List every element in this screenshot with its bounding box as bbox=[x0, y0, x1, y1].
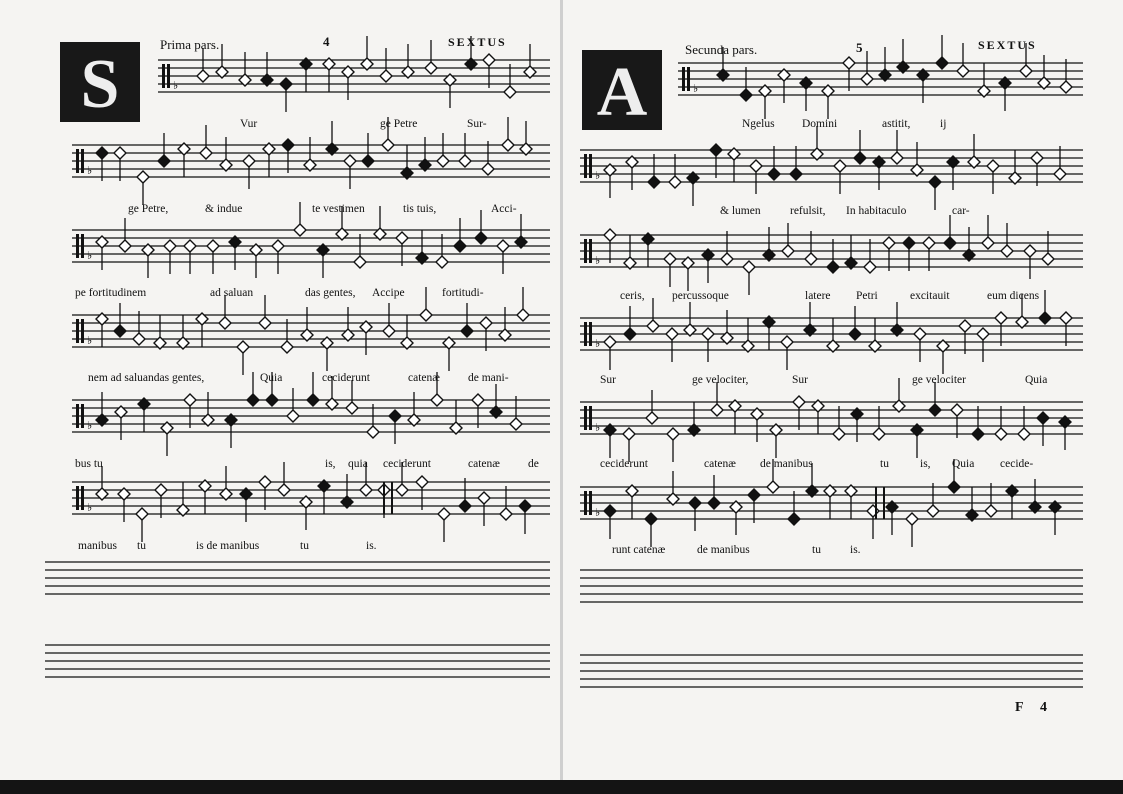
clef bbox=[76, 486, 79, 510]
note bbox=[504, 86, 516, 98]
note bbox=[667, 428, 679, 440]
note bbox=[184, 394, 196, 406]
clef bbox=[589, 154, 592, 178]
note bbox=[382, 139, 394, 151]
note bbox=[624, 328, 636, 340]
lyric: ge Petre, bbox=[128, 203, 169, 215]
note bbox=[137, 171, 149, 183]
note bbox=[710, 144, 722, 156]
lyric: Petri bbox=[856, 290, 878, 302]
note bbox=[1060, 81, 1072, 93]
note bbox=[497, 240, 509, 252]
note bbox=[645, 513, 657, 525]
note bbox=[708, 497, 720, 509]
clef bbox=[589, 491, 592, 515]
lyric: ij bbox=[940, 118, 947, 130]
note bbox=[1042, 253, 1054, 265]
note bbox=[666, 328, 678, 340]
note bbox=[281, 341, 293, 353]
note bbox=[517, 309, 529, 321]
note bbox=[1060, 312, 1072, 324]
note bbox=[389, 410, 401, 422]
note bbox=[367, 426, 379, 438]
note bbox=[702, 328, 714, 340]
clef bbox=[589, 239, 592, 263]
note bbox=[454, 240, 466, 252]
lyric: bus tu bbox=[75, 458, 103, 470]
note bbox=[861, 73, 873, 85]
clef bbox=[584, 154, 587, 178]
note bbox=[793, 396, 805, 408]
note bbox=[133, 333, 145, 345]
note bbox=[843, 57, 855, 69]
note bbox=[438, 508, 450, 520]
note bbox=[287, 410, 299, 422]
note bbox=[362, 155, 374, 167]
note bbox=[1031, 152, 1043, 164]
lyric: te vestimen bbox=[312, 203, 365, 215]
note bbox=[475, 232, 487, 244]
note bbox=[272, 240, 284, 252]
note bbox=[927, 505, 939, 517]
note bbox=[280, 78, 292, 90]
clef bbox=[81, 404, 84, 428]
note bbox=[482, 163, 494, 175]
lyric: is. bbox=[850, 544, 861, 556]
note bbox=[1020, 65, 1032, 77]
lyric: Ngelus bbox=[742, 118, 775, 130]
note bbox=[158, 155, 170, 167]
note bbox=[903, 237, 915, 249]
lyric: Sur bbox=[792, 374, 808, 386]
note bbox=[788, 513, 800, 525]
lyric: car- bbox=[952, 205, 970, 217]
note bbox=[483, 54, 495, 66]
lyric: & lumen bbox=[720, 205, 761, 217]
lyric: Quia bbox=[260, 372, 283, 384]
lyric: de bbox=[528, 458, 539, 470]
note bbox=[664, 253, 676, 265]
note bbox=[346, 402, 358, 414]
note bbox=[119, 240, 131, 252]
note bbox=[420, 309, 432, 321]
signature-mark: F bbox=[1015, 700, 1024, 715]
flat-sign: ♭ bbox=[693, 81, 699, 95]
lyric: percussoque bbox=[672, 290, 729, 302]
lyric: tu bbox=[137, 540, 146, 552]
note bbox=[200, 147, 212, 159]
lyric: de manibus bbox=[760, 458, 813, 470]
note bbox=[750, 160, 762, 172]
note bbox=[1001, 245, 1013, 257]
note bbox=[977, 328, 989, 340]
note bbox=[197, 70, 209, 82]
note bbox=[906, 513, 918, 525]
lyric: Acci- bbox=[491, 203, 517, 215]
note bbox=[767, 481, 779, 493]
lyric: ceciderunt bbox=[322, 372, 370, 384]
note bbox=[478, 492, 490, 504]
note bbox=[247, 394, 259, 406]
flat-sign: ♭ bbox=[595, 253, 601, 267]
note bbox=[383, 325, 395, 337]
lyric: Quia bbox=[1025, 374, 1048, 386]
note bbox=[259, 317, 271, 329]
lyric: de mani- bbox=[468, 372, 509, 384]
lyric: fortitudi- bbox=[442, 287, 484, 299]
flat-sign: ♭ bbox=[595, 168, 601, 182]
note bbox=[461, 325, 473, 337]
note bbox=[995, 312, 1007, 324]
note bbox=[883, 237, 895, 249]
lyric: ge Petre bbox=[380, 118, 418, 130]
note bbox=[1018, 428, 1030, 440]
lyric: ge velociter bbox=[912, 374, 966, 386]
note bbox=[929, 176, 941, 188]
note bbox=[278, 484, 290, 496]
note bbox=[782, 245, 794, 257]
note bbox=[360, 484, 372, 496]
note bbox=[237, 341, 249, 353]
note bbox=[891, 152, 903, 164]
note bbox=[436, 256, 448, 268]
note bbox=[914, 328, 926, 340]
note bbox=[805, 253, 817, 265]
note bbox=[790, 168, 802, 180]
flat-sign: ♭ bbox=[173, 78, 179, 92]
note bbox=[873, 428, 885, 440]
note bbox=[510, 418, 522, 430]
note bbox=[854, 152, 866, 164]
lyric: ceciderunt bbox=[600, 458, 648, 470]
clef bbox=[81, 486, 84, 510]
note bbox=[740, 89, 752, 101]
note bbox=[243, 155, 255, 167]
note bbox=[437, 155, 449, 167]
lyric: ad saluan bbox=[210, 287, 254, 299]
note bbox=[155, 484, 167, 496]
lyric: & indue bbox=[205, 203, 243, 215]
lyric: Domini bbox=[802, 118, 838, 130]
part-label: Prima pars. bbox=[160, 37, 220, 52]
note bbox=[669, 176, 681, 188]
note bbox=[259, 476, 271, 488]
note bbox=[781, 336, 793, 348]
clef bbox=[682, 67, 685, 91]
lyric: tu bbox=[300, 540, 309, 552]
flat-sign: ♭ bbox=[87, 418, 93, 432]
note bbox=[396, 484, 408, 496]
clef bbox=[81, 319, 84, 343]
initial-letter: S bbox=[80, 46, 120, 123]
lyric: ge velociter, bbox=[692, 374, 749, 386]
lyric: is de manibus bbox=[196, 540, 260, 552]
part-label: Secunda pars. bbox=[685, 42, 758, 57]
lyric: excitauit bbox=[910, 290, 950, 302]
clef bbox=[584, 239, 587, 263]
clef bbox=[167, 64, 170, 88]
lyric: Vur bbox=[240, 118, 258, 130]
note bbox=[721, 253, 733, 265]
lyric: catenæ bbox=[468, 458, 500, 470]
clef bbox=[687, 67, 690, 91]
lyric: das gentes, bbox=[305, 287, 356, 299]
note bbox=[164, 240, 176, 252]
clef bbox=[76, 319, 79, 343]
note bbox=[416, 476, 428, 488]
note bbox=[957, 65, 969, 77]
lyric: manibus bbox=[78, 540, 117, 552]
note bbox=[743, 261, 755, 273]
lyric: Quia bbox=[952, 458, 975, 470]
note bbox=[472, 394, 484, 406]
clef bbox=[81, 149, 84, 173]
note bbox=[929, 404, 941, 416]
note bbox=[604, 336, 616, 348]
lyric: Sur bbox=[600, 374, 616, 386]
note bbox=[114, 325, 126, 337]
note bbox=[834, 160, 846, 172]
clef bbox=[76, 149, 79, 173]
note bbox=[354, 256, 366, 268]
note bbox=[502, 139, 514, 151]
flat-sign: ♭ bbox=[595, 336, 601, 350]
clef bbox=[76, 234, 79, 258]
note bbox=[459, 500, 471, 512]
flat-sign: ♭ bbox=[595, 420, 601, 434]
flat-sign: ♭ bbox=[87, 248, 93, 262]
lyric: runt catenæ bbox=[612, 544, 666, 556]
note bbox=[972, 428, 984, 440]
note bbox=[380, 70, 392, 82]
note bbox=[982, 237, 994, 249]
clef bbox=[589, 322, 592, 346]
note bbox=[1039, 312, 1051, 324]
voice-label: SEXTUS bbox=[978, 38, 1037, 52]
note bbox=[1054, 168, 1066, 180]
note bbox=[96, 147, 108, 159]
note bbox=[647, 320, 659, 332]
lyric: ceciderunt bbox=[383, 458, 431, 470]
note bbox=[849, 328, 861, 340]
flat-sign: ♭ bbox=[87, 163, 93, 177]
note bbox=[623, 428, 635, 440]
note bbox=[114, 147, 126, 159]
note bbox=[646, 412, 658, 424]
note bbox=[344, 155, 356, 167]
note bbox=[864, 261, 876, 273]
lyric: Sur- bbox=[467, 118, 487, 130]
lyric: de manibus bbox=[697, 544, 750, 556]
note bbox=[951, 404, 963, 416]
lyric: In habitaculo bbox=[846, 205, 907, 217]
lyric: tu bbox=[812, 544, 821, 556]
note bbox=[207, 240, 219, 252]
clef bbox=[76, 404, 79, 428]
lyric: is. bbox=[366, 540, 377, 552]
note bbox=[711, 404, 723, 416]
lyric: cecide- bbox=[1000, 458, 1034, 470]
note bbox=[294, 224, 306, 236]
note bbox=[425, 62, 437, 74]
note bbox=[833, 428, 845, 440]
note bbox=[959, 320, 971, 332]
note bbox=[748, 489, 760, 501]
lyric: refulsit, bbox=[790, 205, 826, 217]
lyric: pe fortitudinem bbox=[75, 287, 147, 299]
note bbox=[995, 428, 1007, 440]
lyric: eum dicens bbox=[987, 290, 1040, 302]
note bbox=[923, 237, 935, 249]
note bbox=[307, 394, 319, 406]
clef bbox=[584, 406, 587, 430]
flat-sign: ♭ bbox=[595, 505, 601, 519]
note bbox=[867, 505, 879, 517]
note bbox=[184, 240, 196, 252]
note bbox=[1037, 412, 1049, 424]
clef bbox=[584, 491, 587, 515]
signature-number: 4 bbox=[1040, 700, 1047, 715]
clef bbox=[589, 406, 592, 430]
note bbox=[944, 237, 956, 249]
lyric: tis tuis, bbox=[403, 203, 437, 215]
lyric: latere bbox=[805, 290, 831, 302]
note bbox=[985, 505, 997, 517]
lyric: is, bbox=[920, 458, 931, 470]
lyric: Accipe bbox=[372, 287, 405, 299]
note bbox=[136, 508, 148, 520]
note bbox=[768, 168, 780, 180]
clef bbox=[584, 322, 587, 346]
page-number: 5 bbox=[856, 40, 863, 55]
note bbox=[648, 176, 660, 188]
clef bbox=[81, 234, 84, 258]
note bbox=[266, 394, 278, 406]
clef bbox=[162, 64, 165, 88]
page-number: 4 bbox=[323, 34, 330, 49]
lyric: nem ad saluandas gentes, bbox=[88, 372, 205, 384]
lyric: astitit, bbox=[882, 118, 911, 130]
note bbox=[827, 261, 839, 273]
bottom-edge bbox=[0, 780, 1123, 794]
note bbox=[936, 57, 948, 69]
note bbox=[480, 317, 492, 329]
note bbox=[282, 139, 294, 151]
note bbox=[431, 394, 443, 406]
note bbox=[604, 505, 616, 517]
voice-label: SEXTUS bbox=[448, 35, 507, 49]
lyric: ceris, bbox=[620, 290, 645, 302]
lyric: catenæ bbox=[408, 372, 440, 384]
flat-sign: ♭ bbox=[87, 333, 93, 347]
note bbox=[689, 497, 701, 509]
note bbox=[1024, 245, 1036, 257]
note bbox=[604, 229, 616, 241]
note bbox=[519, 500, 531, 512]
lyric: tu bbox=[880, 458, 889, 470]
note bbox=[948, 481, 960, 493]
note bbox=[219, 317, 231, 329]
note bbox=[987, 160, 999, 172]
initial-letter: A bbox=[596, 54, 648, 131]
note bbox=[396, 232, 408, 244]
lyric: catenæ bbox=[704, 458, 736, 470]
note bbox=[500, 508, 512, 520]
note bbox=[459, 155, 471, 167]
flat-sign: ♭ bbox=[87, 500, 93, 514]
lyric: quia bbox=[348, 458, 368, 470]
lyric: is, bbox=[325, 458, 336, 470]
